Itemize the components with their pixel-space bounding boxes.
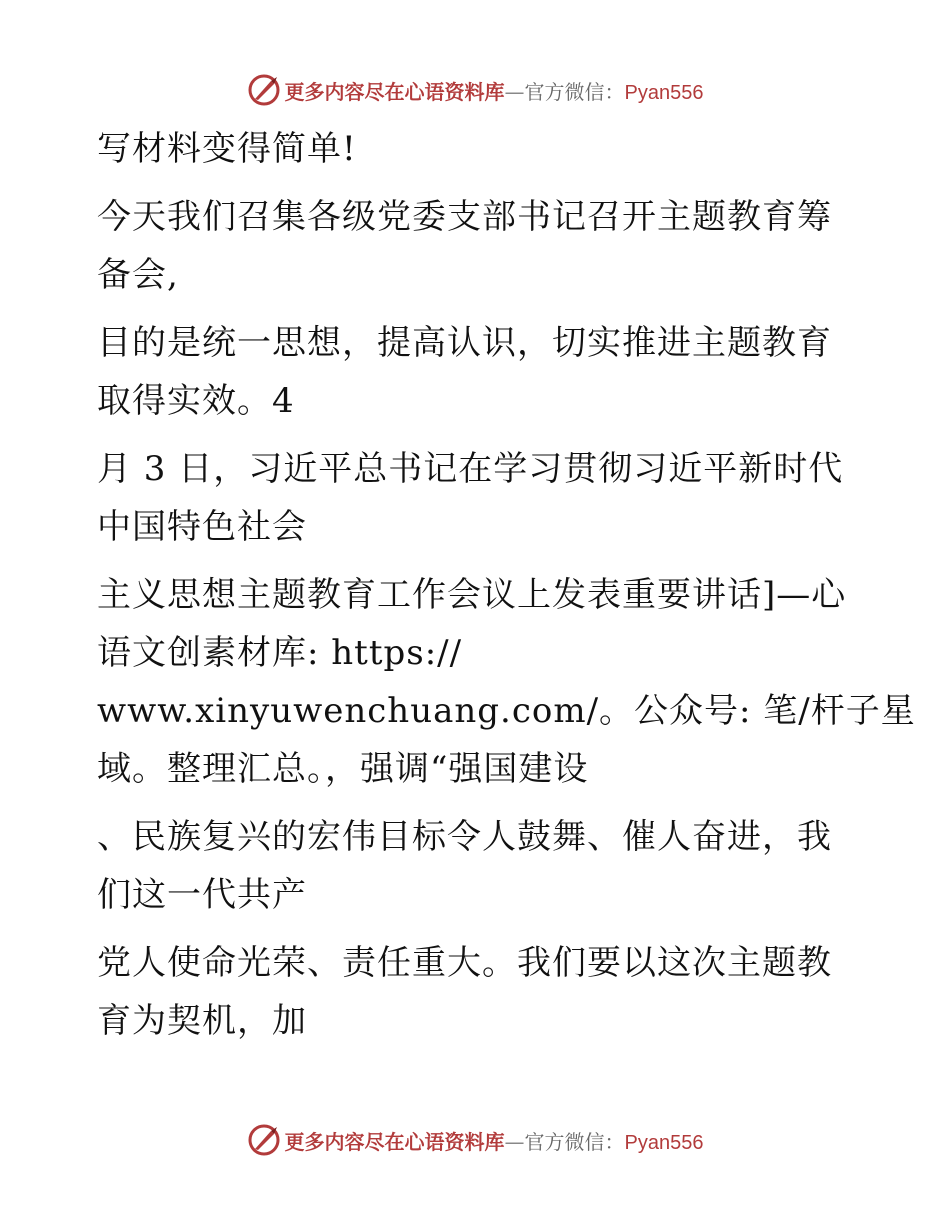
header-banner [0,70,950,110]
text-line: 党人使命光荣、责任重大。我们要以这次主题教 [97,943,832,983]
text-line: 目的是统一思想，提高认识，切实推进主题教育 [97,323,832,363]
quill-circle-logo-icon [247,1123,281,1157]
banner-brand: 更多内容尽在心语资料库 [284,1129,505,1154]
banner-wechat-handle: Pyan556 [624,1131,704,1154]
banner-wechat-label: 官方微信： [524,1129,625,1154]
banner-text [285,76,704,105]
banner-wechat-label: 官方微信： [524,79,625,104]
paragraph-gap [97,924,857,934]
banner-text [285,1126,704,1155]
document-body [97,120,916,1050]
footer-banner [0,1120,950,1160]
paragraph-gap [97,798,857,808]
paragraph-gap [97,304,857,314]
text-line: www.xinyuwenchuang.com/。公众号: 笔/杆子星 [97,691,916,731]
quill-circle-logo-icon [247,73,281,107]
banner-wechat-handle: Pyan556 [624,81,704,104]
text-line: 育为契机，加 [97,1001,307,1041]
text-line: 、民族复兴的宏伟目标令人鼓舞、催人奋进，我 [97,817,832,857]
text-line: 写材料变得简单! [97,129,357,169]
text-line: 主义思想主题教育工作会议上发表重要讲话]—心 [97,575,847,615]
text-line: 备会, [97,255,179,295]
text-line: 语文创素材库: https:// [97,633,463,673]
text-line: 域。整理汇总。，强调“强国建设 [97,749,589,789]
text-line: 中国特色社会 [97,507,307,547]
banner-separator: — [504,1129,525,1154]
banner-brand: 更多内容尽在心语资料库 [284,79,505,104]
paragraph-gap [97,556,857,566]
text-line: 取得实效。4 [97,381,295,421]
text-line: 们这一代共产 [97,875,307,915]
text-line: 今天我们召集各级党委支部书记召开主题教育筹 [97,197,832,237]
paragraph-gap [97,178,857,188]
banner-separator: — [504,79,525,104]
text-line: 月 3 日，习近平总书记在学习贯彻习近平新时代 [97,449,844,489]
paragraph-gap [97,430,857,440]
